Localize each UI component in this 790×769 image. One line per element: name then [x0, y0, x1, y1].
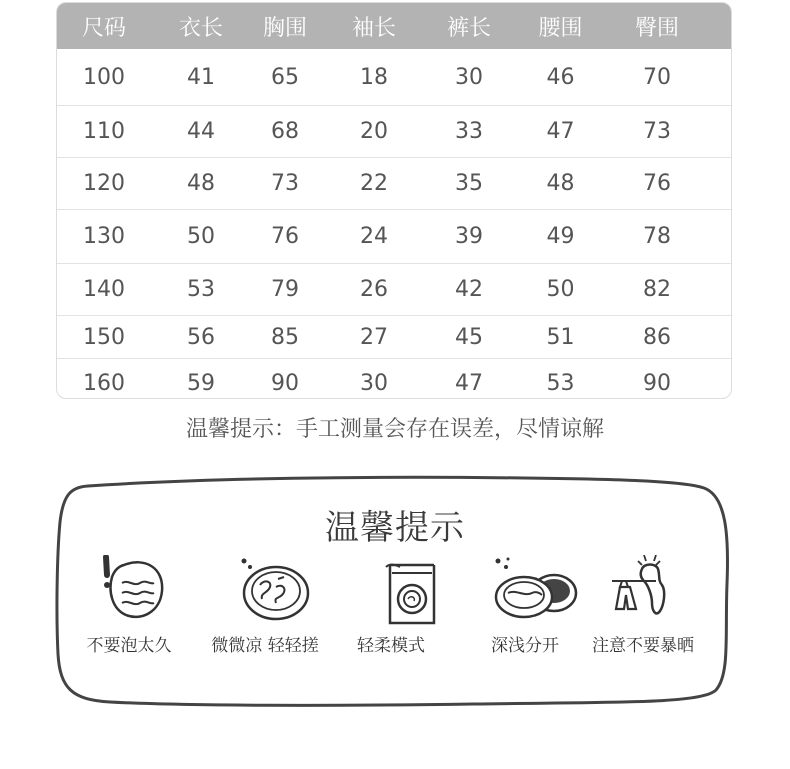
table-cell: 27: [360, 324, 388, 350]
table-row: [57, 49, 731, 105]
table-cell: 85: [271, 324, 299, 350]
table-cell: 90: [643, 371, 671, 396]
table-cell: 70: [643, 64, 671, 90]
tip-label: 微微凉 轻轻搓: [211, 636, 319, 656]
table-cell: 33: [455, 119, 483, 144]
tip-gentle-mode: [326, 555, 456, 656]
tip-no-soak: [64, 555, 194, 656]
header-waist: 腰围: [538, 15, 583, 41]
table-cell: 20: [360, 119, 388, 144]
table-cell: 30: [455, 64, 483, 90]
no-sun-icon: [598, 555, 688, 625]
table-cell: 48: [546, 171, 575, 196]
table-cell: 78: [643, 224, 671, 249]
table-cell: 86: [643, 324, 671, 350]
washing-machine-icon: [346, 555, 436, 625]
table-cell: 41: [187, 64, 215, 90]
table-cell: 46: [546, 64, 575, 90]
table-cell: 130: [83, 224, 125, 249]
table-row: [57, 358, 731, 399]
table-cell: 82: [643, 277, 671, 302]
table-cell: 68: [271, 119, 299, 144]
table-row: [57, 157, 731, 209]
table-cell: 42: [455, 277, 483, 302]
table-cell: 100: [83, 64, 125, 90]
table-cell: 48: [187, 171, 215, 196]
table-cell: 50: [546, 277, 575, 302]
table-cell: 47: [546, 119, 575, 144]
table-cell: 120: [83, 171, 125, 196]
tip-cool-water: [200, 555, 330, 656]
table-cell: 24: [360, 224, 388, 249]
size-table: [56, 2, 732, 399]
table-cell: 51: [546, 324, 575, 350]
table-cell: 39: [455, 224, 483, 249]
table-cell: 49: [546, 224, 575, 249]
table-cell: 73: [271, 171, 299, 196]
separate-colors-icon: [470, 555, 580, 625]
table-cell: 76: [643, 171, 671, 196]
no-soak-icon: [84, 555, 174, 625]
measurement-note: 温馨提示：手工测量会存在误差，尽情谅解: [185, 417, 604, 442]
table-cell: 45: [455, 324, 483, 350]
table-cell: 22: [360, 171, 388, 196]
table-cell: 53: [546, 371, 575, 396]
table-cell: 110: [83, 119, 125, 144]
table-cell: 59: [187, 371, 215, 396]
header-length: 衣长: [178, 15, 223, 41]
table-row: [57, 209, 731, 263]
tip-separate-colors: [460, 555, 590, 656]
table-cell: 53: [187, 277, 215, 302]
table-header: [57, 3, 731, 49]
header-chest: 胸围: [262, 15, 307, 41]
table-cell: 50: [187, 224, 215, 249]
table-row: [57, 263, 731, 315]
tip-no-sun: [578, 555, 708, 656]
header-pants-length: 裤长: [446, 15, 491, 41]
cool-water-icon: [220, 555, 310, 625]
table-row: [57, 315, 731, 358]
table-cell: 90: [271, 371, 299, 396]
table-cell: 30: [360, 371, 388, 396]
header-sleeve: 袖长: [351, 15, 396, 41]
header-hip: 臀围: [634, 15, 679, 41]
table-cell: 76: [271, 224, 299, 249]
table-cell: 150: [83, 324, 125, 350]
table-cell: 65: [271, 64, 299, 90]
header-size: 尺码: [81, 15, 126, 41]
table-row: [57, 105, 731, 157]
table-cell: 18: [360, 64, 388, 90]
table-cell: 26: [360, 277, 388, 302]
tip-label: 深浅分开: [491, 636, 559, 656]
table-cell: 73: [643, 119, 671, 144]
table-cell: 79: [271, 277, 299, 302]
tip-label: 轻柔模式: [357, 636, 425, 656]
table-cell: 140: [83, 277, 125, 302]
tips-title: 温馨提示: [325, 508, 465, 548]
tip-label: 不要泡太久: [86, 636, 172, 656]
table-cell: 56: [187, 324, 215, 350]
table-cell: 35: [455, 171, 483, 196]
table-cell: 160: [83, 371, 125, 396]
table-cell: 47: [455, 371, 483, 396]
table-cell: 44: [187, 119, 215, 144]
tip-label: 注意不要暴晒: [592, 636, 694, 656]
